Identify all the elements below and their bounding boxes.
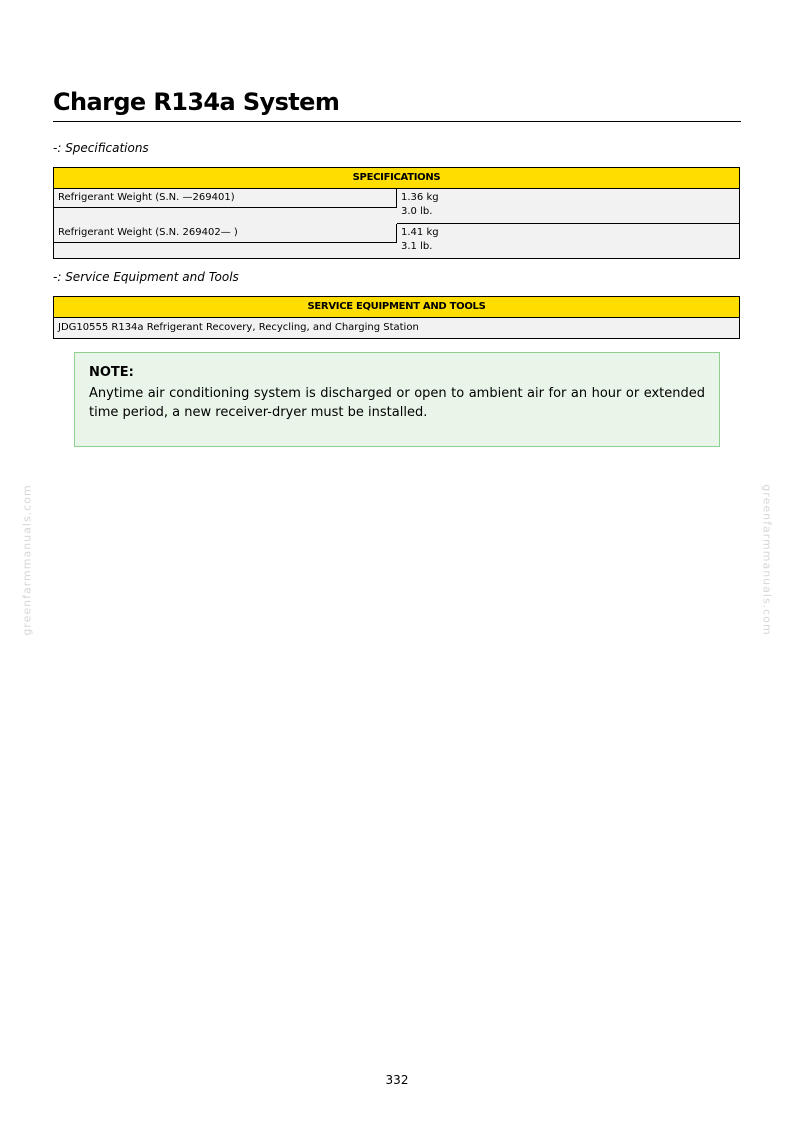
watermark-right: greenfarmmanuals.com [760,484,774,636]
watermark-left: greenfarmmanuals.com [20,484,34,636]
spec-values [397,224,739,254]
page-number: 332 [385,1073,409,1087]
spec-label: Refrigerant Weight (S.N. 269402— ) [54,224,397,243]
note-text: Anytime air conditioning system is discharged or open to ambient air for an hour or extended time period, a new receiver-dryer must be installed. [89,386,705,420]
tool-item: JDG10555 R134a Refrigerant Recovery, Recycling, and Charging Station [58,322,419,333]
note-title: NOTE: [89,365,134,380]
spec-label: Refrigerant Weight (S.N. —269401) [54,189,397,208]
note-box [74,352,720,447]
spec-metric-value: 1.41 kg [401,227,439,238]
page-title: Charge R134a System [53,86,741,122]
table-row [54,189,739,223]
specifications-subheading: -: Specifications [53,141,149,155]
specifications-table [53,167,740,259]
tools-subheading: -: Service Equipment and Tools [53,270,239,284]
spec-imperial-value: 3.0 lb. [401,206,433,217]
tools-table-header: SERVICE EQUIPMENT AND TOOLS [54,297,739,318]
tools-table [53,296,740,339]
spec-metric-value: 1.36 kg [401,192,439,203]
spec-imperial-value: 3.1 lb. [401,241,433,252]
specifications-table-header: SPECIFICATIONS [54,168,739,189]
table-row [54,224,739,258]
spec-values [397,189,739,223]
